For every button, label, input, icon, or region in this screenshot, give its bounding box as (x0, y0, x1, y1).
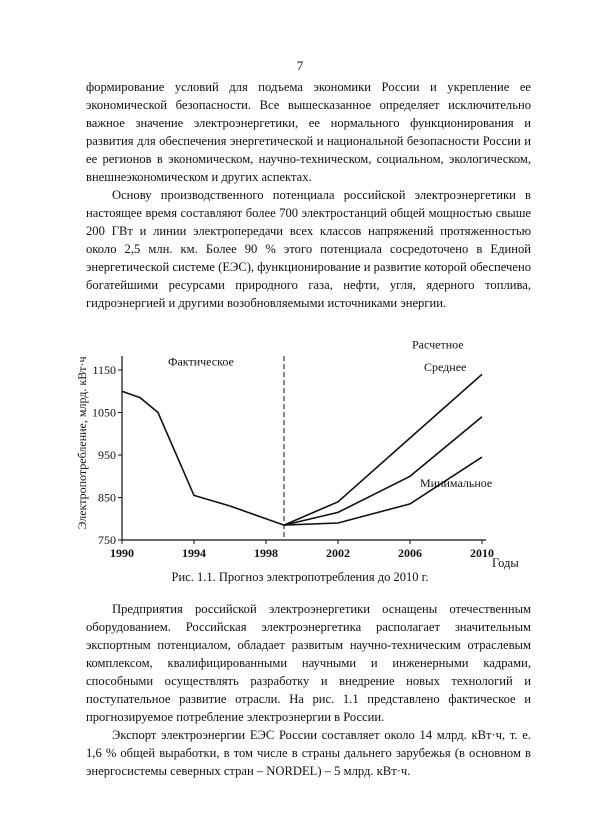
paragraph-3 (86, 600, 531, 726)
consumption-forecast-chart (70, 340, 530, 590)
series-line-2 (284, 374, 482, 525)
x-tick-label: 2002 (326, 546, 350, 560)
paragraph-1: формирование условий для подъема экономики России и укрепление ее экономической безопасности. Все вышесказанное определяет исключительно важное значение электроэнергетики, ее нормального функционирования и развития для обеспечения энергетической и национальной безопасности России и ее регионов в экономическом, научно-техническом, социальном, экологическом, внешнеэкономическом и других аспектах. (86, 80, 531, 184)
paragraph-2 (86, 186, 531, 312)
x-tick-label: 2006 (398, 546, 422, 560)
paragraph-4 (86, 726, 531, 780)
y-tick-label: 950 (98, 448, 116, 462)
figure-caption: Рис. 1.1. Прогноз электропотребления до 2010 г. (171, 570, 429, 584)
series-label-2: Расчетное (412, 340, 464, 352)
page-number: 7 (296, 58, 304, 73)
series-label-3: Среднее (424, 359, 467, 374)
y-tick-label: 1150 (92, 363, 116, 377)
series-line-3 (284, 417, 482, 525)
x-axis-label: Годы (492, 556, 519, 570)
y-tick-label: 850 (98, 490, 116, 505)
paragraph-3-text: Предприятия российской электроэнергетики оснащены отечественным оборудованием. Российская электроэнергетика располагает значительным экспортным потенциалом, обладает развитым научно-техническим отраслевым комплексом, квалифицированными научными и инженерными кадрами, способными осуществлять разработку и внедрение новых технологий и поступательное развитие отрасли. На рис. 1.1 представлено фактическое и прогнозируемое потребление электроэнергии в России. (86, 602, 531, 724)
y-tick-label: 1050 (92, 405, 116, 420)
series-label-1: Фактическое (168, 354, 234, 369)
series-line-4 (284, 457, 482, 525)
x-tick-label: 1990 (110, 546, 134, 560)
paragraph-2-text: Основу производственного потенциала российской электроэнергетики в настоящее время составляют более 700 электростанций общей мощностью свыше 200 ГВт и линии электропередачи всех классов напряжений протяженностью около 2,5 млн. км. Более 90 % этого потенциала сосредоточено в Единой энергетической системе (ЕЭС), функционирование и развитие которой обеспечено богатейшими ресурсами природного газа, нефти, угля, ядерного топлива, гидроэнергией и другими возобновляемыми источниками энергии. (86, 188, 531, 310)
paragraph-4-text: Экспорт электроэнергии ЕЭС России составляет около 14 млрд. кВт·ч, т. е. 1,6 % общей выработки, в том числе в страны дальнего зарубежья (в основном в энергосистемы северных стран – NORDEL) – 5 млрд. кВт·ч. (86, 728, 531, 778)
chart-svg (70, 340, 530, 575)
x-tick-label: 1998 (254, 546, 278, 560)
y-tick-label: 750 (98, 533, 116, 547)
series-line-1 (122, 391, 284, 525)
x-tick-label: 1994 (182, 546, 206, 560)
x-tick-label: 2010 (470, 546, 494, 560)
y-axis-label: Электропотребление, млрд. кВт·ч (75, 356, 89, 530)
series-label-4: Минимальное (420, 476, 493, 491)
